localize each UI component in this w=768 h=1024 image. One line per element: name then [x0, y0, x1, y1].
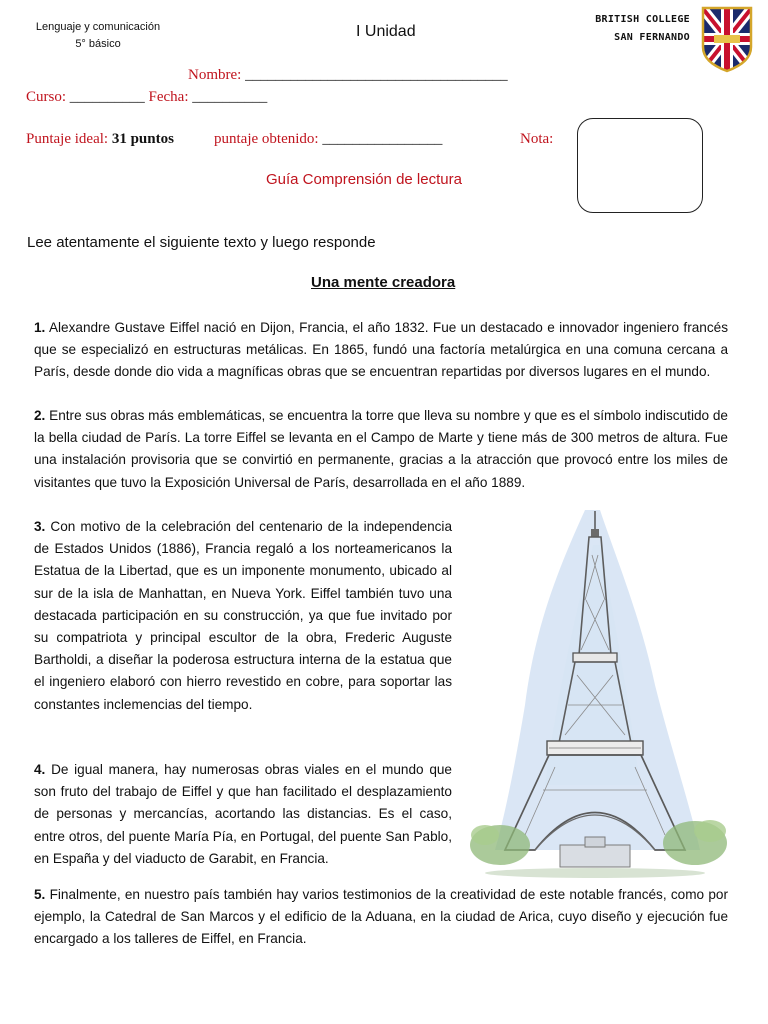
paragraph-number: 5.: [34, 887, 46, 902]
obtained-score-blank-line[interactable]: ________________: [322, 131, 443, 147]
paragraph-3: [34, 516, 452, 716]
grade-level: 5° básico: [75, 38, 121, 50]
name-blank-line[interactable]: ___________________________________: [245, 67, 508, 83]
paragraph-5: [34, 884, 728, 951]
eiffel-tower-illustration: [465, 505, 730, 880]
paragraph-text: Entre sus obras más emblemáticas, se encuentra la torre que lleva su nombre y que es el símbolo indiscutido de la bella ciudad de París. La torre Eiffel se levanta en el Campo de Marte y tiene más de 300 metros de altura. Fue una instalación provisoria que se convirtió en permanente, gracias a la atracción que provocó entre los miles de visitantes que tuvo la Exposición Universal de París, desarrollada en el año 1889.: [34, 408, 728, 490]
grade-box[interactable]: [577, 118, 703, 213]
paragraph-text: De igual manera, hay numerosas obras viales en el mundo que son fruto del trabajo de Eiffel y que han facilitado el desplazamiento de personas y mercancías, acortando las distancias. Es el caso, entre otros, del puente María Pía, en Portugal, del puente San Pablo, en España y del viaducto de Garabit, en Francia.: [34, 762, 452, 866]
course-blank-line[interactable]: __________: [69, 89, 145, 105]
obtained-score-label: puntaje obtenido:: [214, 131, 319, 147]
unit-title: I Unidad: [356, 23, 416, 40]
paragraph-text: Finalmente, en nuestro país también hay varios testimonios de la creatividad de este notable francés, como por ejemplo, la Catedral de San Marcos y el edificio de la Aduana, en la ciudad de Arica, cuyo diseño y ejecución fue encargado a los talleres de Eiffel, en Francia.: [34, 887, 728, 947]
name-label: Nombre:: [188, 67, 242, 83]
paragraph-2: [34, 405, 728, 494]
reading-title: Una mente creadora: [311, 274, 456, 291]
obtained-score: [214, 131, 442, 148]
course-label: Curso:: [26, 89, 67, 105]
date-label: Fecha:: [148, 89, 189, 105]
ideal-score-value: 31 puntos: [111, 131, 174, 147]
school-name-line2: SAN FERNANDO: [614, 32, 690, 43]
course-date-row: [26, 89, 267, 106]
school-crest-icon: [700, 5, 754, 73]
school-name-line1: BRITISH COLLEGE: [595, 14, 690, 25]
paragraph-number: 1.: [34, 320, 46, 335]
paragraph-1: [34, 317, 728, 384]
paragraph-4: [34, 759, 452, 870]
school-name: [560, 11, 690, 47]
paragraph-number: 4.: [34, 762, 46, 777]
ideal-score: [26, 131, 174, 148]
paragraph-number: 2.: [34, 408, 46, 423]
name-field[interactable]: [188, 67, 508, 84]
subject-name: Lenguaje y comunicación: [35, 21, 161, 33]
paragraph-text: Con motivo de la celebración del centenario de la independencia de Estados Unidos (1886), Francia regaló a los norteamericanos la Estatua de la Libertad, que es un imponente monumento, ubicado al sur de la isla de Manhattan, en Nueva York. Eiffel también tuvo una destacada participación en su construcción, ya que fue invitado por su compatriota y principal escultor de la obra, Frederic Auguste Bartholdi, a diseñar la poderosa estructura interna de la estatua que el ingeniero elaboró con hierro revestido en cobre, para soportar las constantes inclemencias del tiempo.: [34, 519, 453, 712]
subject-header: [22, 19, 174, 53]
guide-title: Guía Comprensión de lectura: [266, 171, 462, 188]
paragraph-text: Alexandre Gustave Eiffel nació en Dijon, Francia, el año 1832. Fue un destacado e innovador ingeniero francés que se especializó en estructuras metálicas. En 1865, fundó una factoría metalúrgica en una comuna cercana a París, desde donde dio vida a magníficas obras que se encuentran repartidas por diversos lugares en el mundo.: [34, 320, 728, 380]
date-blank-line[interactable]: __________: [192, 89, 268, 105]
instruction-text: Lee atentamente el siguiente texto y luego responde: [27, 234, 376, 251]
paragraph-number: 3.: [34, 519, 46, 534]
ideal-score-label: Puntaje ideal:: [26, 131, 109, 147]
grade-label: Nota:: [520, 131, 554, 147]
